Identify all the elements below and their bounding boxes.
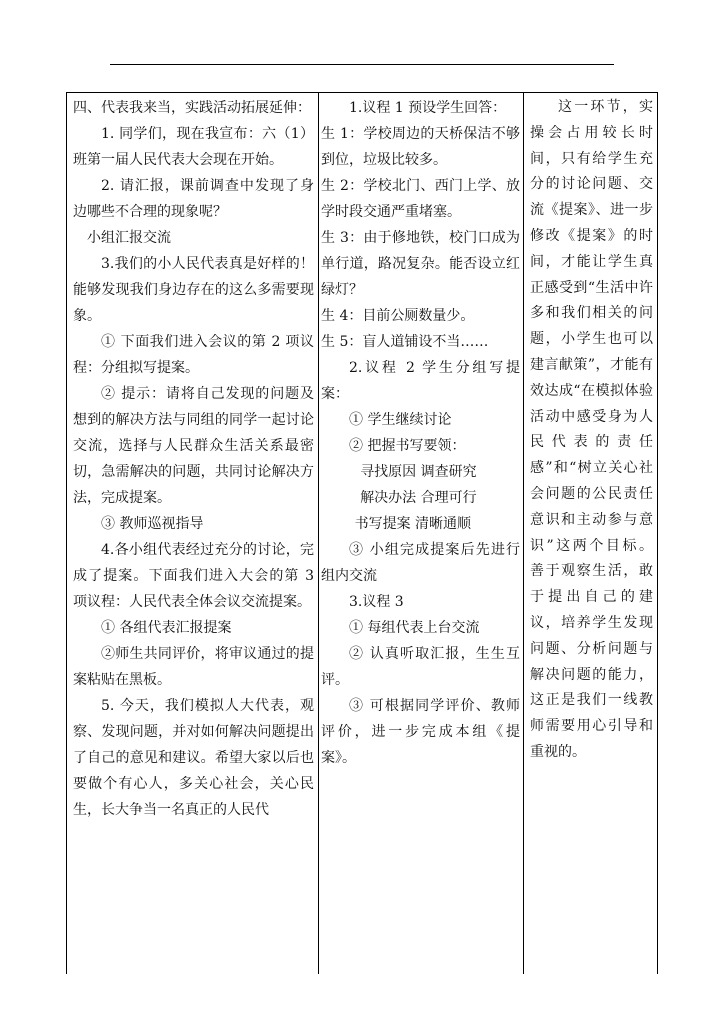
section-heading: 四、代表我来当，实践活动拓展延伸： — [73, 100, 311, 116]
paragraph: 这一环节，实操会占用较长时间，只有给学生充分的讨论问题、交流《提案》、进一步修改《提案》的时间，才能让学生真正感受到“生活中许多和我们相关的问题，小学生也可以建言献策”，才能有效达成“在模拟体验活动中感受身为人民代表的责任感”和“树立关心社会问题的公民责任意识和主动参与意识”这两个目标。 善于观察生活，敢于提出自己的建议，培养学生发现问题、分析问题与解决问题的能力，这正是我们一线教师需要用心引导和重视的。 — [530, 99, 653, 760]
paragraph: 解决办法 合理可行 — [360, 490, 477, 506]
design-intent-column — [524, 93, 657, 974]
paragraph: 生 2：学校北门、西门上学、放学时段交通严重堵塞。 — [321, 178, 520, 220]
paragraph: 书写提案 清晰通顺 — [354, 516, 472, 532]
paragraph: 3.我们的小人民代表真是好样的！能够发现我们身边存在的这么多需要现象。 — [73, 256, 314, 324]
paragraph: 生 1：学校周边的天桥保洁不够到位，垃圾比较多。 — [321, 126, 520, 168]
student-activity-column — [319, 93, 524, 974]
paragraph: 1.议程 1 预设学生回答： — [349, 100, 507, 116]
paragraph: ③ 教师巡视指导 — [101, 516, 204, 532]
paragraph: ① 下面我们进入会议的第 2 项议程：分组拟写提案。 — [73, 334, 314, 376]
teacher-activity-column — [67, 93, 319, 974]
paragraph: ②师生共同评价，将审议通过的提案粘贴在黑板。 — [73, 646, 314, 688]
paragraph: ① 每组代表上台交流 — [349, 620, 480, 636]
paragraph: ① 各组代表汇报提案 — [101, 620, 232, 636]
paragraph: ① 学生继续讨论 — [349, 412, 452, 428]
header-rule — [110, 64, 614, 65]
paragraph: 小组汇报交流 — [87, 230, 171, 246]
paragraph: 生 4：目前公厕数量少。 — [321, 308, 475, 324]
paragraph: 5. 今天，我们模拟人大代表，观察、发现问题，并对如何解决问题提出了自己的意见和建议。希望大家以后也要做个有心人，多关心社会，关心民生，长大争当一名真正的人民代 — [73, 698, 314, 818]
paragraph: 生 3：由于修地铁，校门口成为单行道，路况复杂。能否设立红绿灯？ — [321, 230, 520, 298]
paragraph: 2. 请汇报，课前调查中发现了身边哪些不合理的现象呢？ — [73, 178, 314, 220]
paragraph: 4.各小组代表经过充分的讨论，完成了提案。下面我们进入大会的第 3 项议程：人民代表全体会议交流提案。 — [73, 542, 314, 610]
paragraph: ② 认真听取汇报，生生互评。 — [321, 646, 520, 688]
paragraph: ③ 小组完成提案后先进行组内交流 — [321, 542, 520, 584]
paragraph: 寻找原因 调查研究 — [360, 464, 477, 480]
paragraph: 3.议程 3 — [349, 594, 404, 610]
paragraph: 1. 同学们，现在我宣布：六（1）班第一届人民代表大会现在开始。 — [73, 126, 314, 168]
paragraph: 2.议程 2 学生分组写提案： — [321, 360, 520, 402]
lesson-table — [66, 92, 658, 974]
paragraph: 生 5：盲人道铺设不当…… — [321, 334, 489, 350]
paragraph: ③ 可根据同学评价、教师评价，进一步完成本组《提案》。 — [321, 698, 520, 766]
paragraph: ② 提示：请将自己发现的问题及想到的解决方法与同组的同学一起讨论交流，选择与人民群众生活关系最密切，急需解决的问题，共同讨论解决方法，完成提案。 — [73, 386, 314, 506]
paragraph: ② 把握书写要领： — [349, 438, 466, 454]
